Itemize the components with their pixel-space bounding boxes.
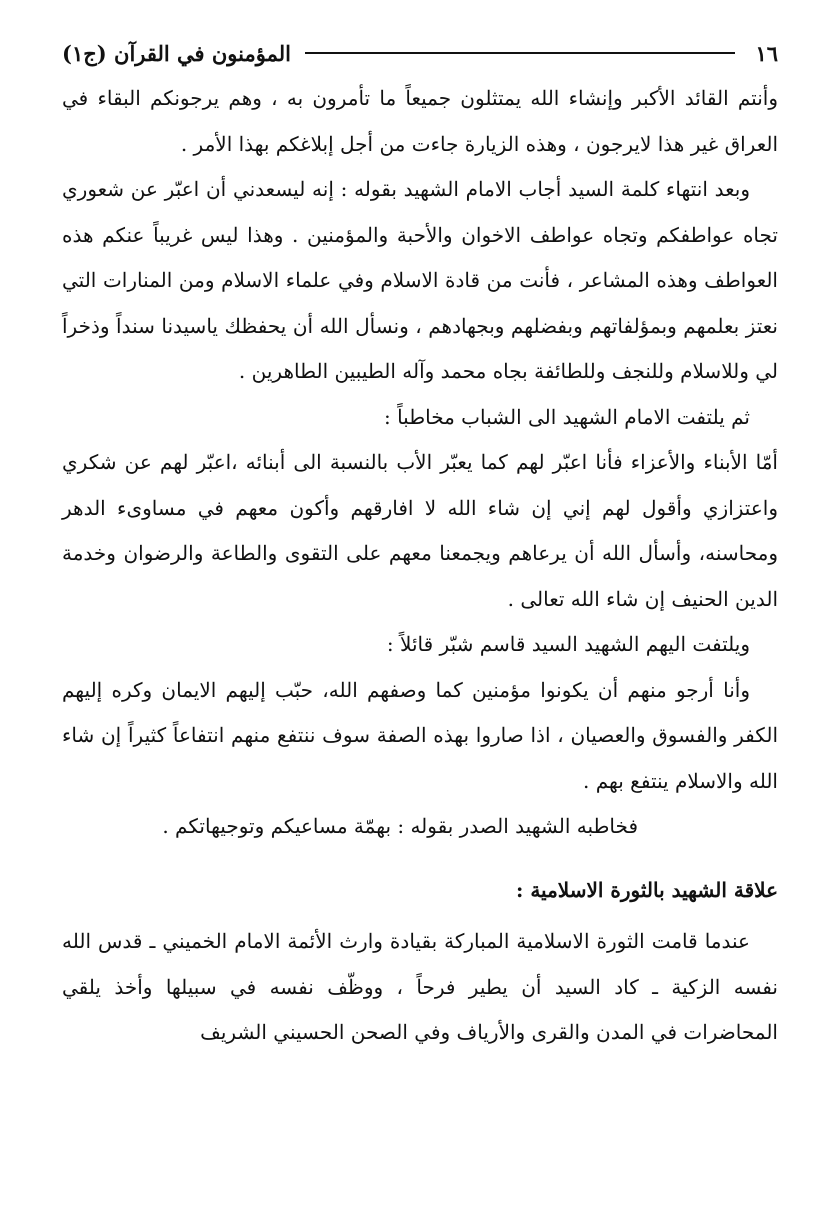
paragraph: عندما قامت الثورة الاسلامية المباركة بقيادة وارث الأئمة الامام الخميني ـ قدس الله نفسه الزكية ـ كاد السيد أن يطير فرحاً ، ووظّف نفسه في سبيلها وأخذ يلقي المحاضرات في المدن والقرى والأرياف وفي الصحن الحسيني الشريف [62, 929, 778, 1044]
page-number: ١٦ [755, 40, 778, 66]
paragraph: وبعد انتهاء كلمة السيد أجاب الامام الشهيد بقوله : إنه ليسعدني أن اعبّر عن شعوري تجاه عواطفكم وتجاه عواطف الاخوان والأحبة والمؤمنين . وهذا ليس غريباً عنكم هذه العواطف وهذه المشاعر ، فأنت من قادة الاسلام وفي علماء الاسلام ومن المنارات التي نعتز بعلمهم وبمؤلفاتهم وبفضلهم وبجهادهم ، ونسأل الله أن يحفظك ياسيدنا سنداً وذخراً لي وللاسلام وللنجف وللطائفة بجاه محمد وآله الطيبين الطاهرين . [62, 177, 778, 383]
paragraph: فخاطبه الشهيد الصدر بقوله : بهمّة مساعيكم وتوجيهاتكم . [162, 814, 638, 838]
paragraph: ثم يلتفت الامام الشهيد الى الشباب مخاطباً : [383, 404, 750, 429]
body-text [62, 76, 778, 1056]
header-rule [305, 52, 735, 54]
paragraph: وأنا أرجو منهم أن يكونوا مؤمنين كما وصفهم الله، حبّب إليهم الايمان وكره إليهم الكفر والفسوق والعصيان ، اذا صاروا بهذه الصفة سوف ننتفع منهم انتفاعاً كثيراً إن شاء الله والاسلام ينتفع بهم . [62, 677, 778, 793]
paragraph: أمّا الأبناء والأعزاء فأنا اعبّر لهم كما يعبّر الأب بالنسبة الى أبنائه ،اعبّر لهم عن شكري واعتزازي وأقول لهم إني إن شاء الله لا افارقهم وأكون معهم في مساوىء الدهر ومحاسنه، وأسأل الله أن يرعاهم ويجمعنا معهم على التقوى والطاعة والرضوان وخدمة الدين الحنيف إن شاء الله تعالى . [62, 450, 778, 611]
page-header [62, 36, 778, 70]
running-title: المؤمنون في القرآن (ج١) [62, 40, 291, 66]
paragraph: ويلتفت اليهم الشهيد السيد قاسم شبّر قائلاً : [386, 632, 750, 656]
book-page [62, 36, 778, 1056]
paragraph: وأنتم القائد الأكبر وإنشاء الله يمتثلون جميعاً ما تأمرون به ، وهم يرجونكم البقاء في العراق غير هذا لايرجون ، وهذه الزيارة جاءت من أجل إبلاغكم بهذا الأمر . [62, 86, 778, 156]
section-heading: علاقة الشهيد بالثورة الاسلامية : [515, 877, 778, 902]
